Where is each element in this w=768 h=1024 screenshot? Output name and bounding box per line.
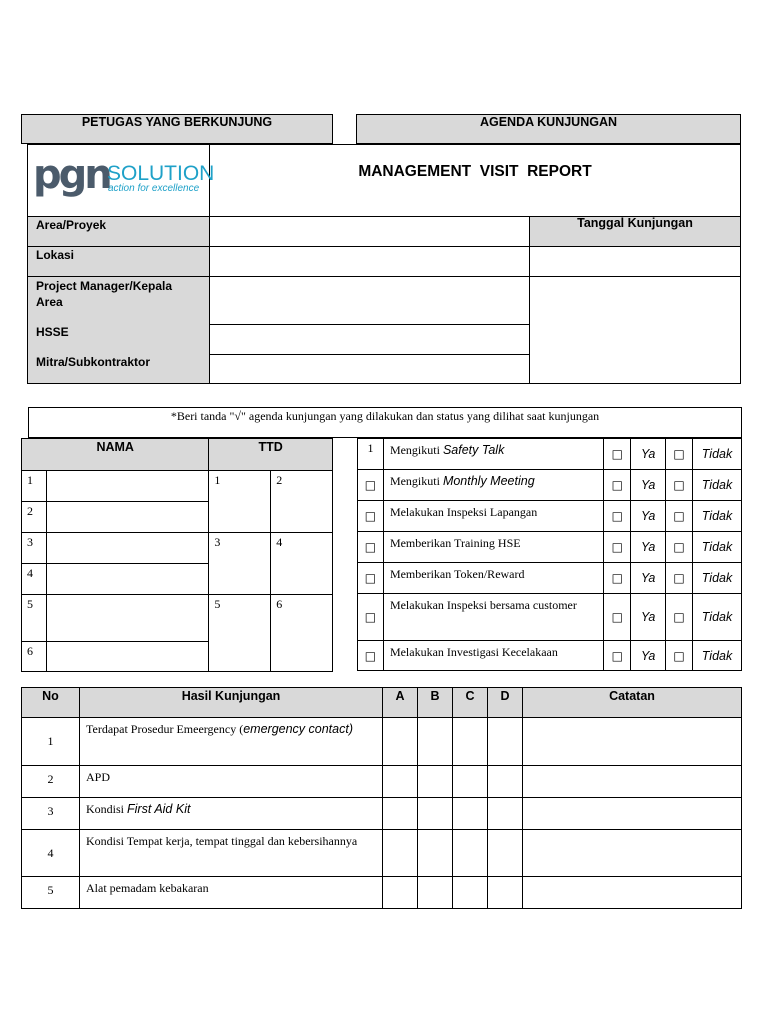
agenda-row bbox=[358, 439, 742, 470]
agenda-text bbox=[383, 439, 603, 470]
label-lokasi: Lokasi bbox=[36, 248, 75, 262]
result-number: 5 bbox=[22, 877, 80, 909]
agenda-checkbox[interactable]: □ bbox=[358, 563, 384, 594]
result-c-field[interactable] bbox=[453, 830, 488, 877]
ttd-field-5[interactable] bbox=[209, 595, 271, 672]
agenda-text-plain: Melakukan Inspeksi bersama customer bbox=[389, 598, 577, 612]
ttd-field-2[interactable] bbox=[271, 471, 333, 533]
tidak-checkbox[interactable]: □ bbox=[666, 594, 693, 641]
result-b-field[interactable] bbox=[418, 798, 453, 830]
label-pm bbox=[22, 277, 172, 310]
a-header: A bbox=[383, 688, 418, 718]
result-text-italic: emergency contact bbox=[243, 722, 349, 736]
lokasi-field[interactable] bbox=[210, 247, 529, 276]
agenda-text-italic: Safety Talk bbox=[442, 443, 505, 457]
ya-checkbox[interactable]: □ bbox=[604, 470, 631, 501]
ttd-label: TTD bbox=[258, 440, 283, 454]
result-text-plain: APD bbox=[86, 770, 111, 784]
row-num: 3 bbox=[22, 533, 47, 564]
result-catatan-field[interactable] bbox=[523, 877, 742, 909]
ya-checkbox[interactable]: □ bbox=[604, 563, 631, 594]
agenda-checkbox[interactable]: □ bbox=[358, 641, 384, 671]
petugas-label: PETUGAS YANG BERKUNJUNG bbox=[81, 115, 273, 129]
label-pm-line2: Area bbox=[36, 295, 63, 309]
d-header: D bbox=[488, 688, 523, 718]
b-header: B bbox=[418, 688, 453, 718]
nama-field-4[interactable] bbox=[46, 564, 208, 595]
agenda-text-plain: Melakukan Investigasi Kecelakaan bbox=[389, 645, 558, 659]
ttd-field-4[interactable] bbox=[271, 533, 333, 595]
result-text-italic: First Aid Kit bbox=[127, 802, 191, 816]
ya-checkbox[interactable]: □ bbox=[604, 641, 631, 671]
c-header: C bbox=[453, 688, 488, 718]
pm-field[interactable] bbox=[210, 277, 529, 324]
label-mitra: Mitra/Subkontraktor bbox=[36, 355, 151, 369]
result-d-field[interactable] bbox=[488, 877, 523, 909]
ya-checkbox[interactable]: □ bbox=[604, 501, 631, 532]
logo-tagline: action for excellence bbox=[108, 183, 200, 194]
result-a-field[interactable] bbox=[383, 830, 418, 877]
nama-header bbox=[22, 439, 209, 471]
agenda-text-plain: Mengikuti bbox=[389, 474, 443, 488]
agenda-text bbox=[383, 501, 603, 532]
result-a-field[interactable] bbox=[383, 798, 418, 830]
results-table bbox=[21, 687, 742, 909]
agenda-text bbox=[383, 470, 603, 501]
tidak-label: Tidak bbox=[693, 439, 742, 470]
result-text-plain: Alat pemadam kebakaran bbox=[86, 881, 209, 895]
result-c-field[interactable] bbox=[453, 877, 488, 909]
hsse-field[interactable] bbox=[210, 325, 529, 354]
agenda-header bbox=[356, 114, 741, 144]
agenda-text-plain: Melakukan Inspeksi Lapangan bbox=[389, 505, 538, 519]
nama-field-6[interactable] bbox=[46, 642, 208, 672]
result-d-field[interactable] bbox=[488, 766, 523, 798]
agenda-checkbox[interactable]: □ bbox=[358, 594, 384, 641]
agenda-checkbox[interactable]: □ bbox=[358, 532, 384, 563]
agenda-text-italic: Monthly Meeting bbox=[442, 474, 535, 488]
result-a-field[interactable] bbox=[383, 766, 418, 798]
row-num: 5 bbox=[22, 595, 47, 642]
result-row bbox=[22, 766, 742, 798]
result-text-plain: Kondisi Tempat kerja, tempat tinggal dan kebersihannya bbox=[86, 834, 358, 848]
ya-checkbox[interactable]: □ bbox=[604, 594, 631, 641]
row-num: 4 bbox=[22, 564, 47, 595]
tidak-label: Tidak bbox=[693, 501, 742, 532]
row-num: 1 bbox=[22, 471, 47, 502]
instruction-box bbox=[28, 407, 742, 438]
tidak-label: Tidak bbox=[693, 470, 742, 501]
instruction-text: *Beri tanda "√" agenda kunjungan yang dilakukan dan status yang dilihat saat kunjungan bbox=[170, 409, 600, 423]
agenda-table bbox=[357, 438, 742, 671]
result-c-field[interactable] bbox=[453, 798, 488, 830]
label-hsse: HSSE bbox=[36, 325, 69, 339]
label-pm-line1: Project Manager/Kepala bbox=[36, 279, 173, 293]
agenda-text bbox=[383, 532, 603, 563]
attendance-table bbox=[21, 438, 333, 672]
agenda-checkbox[interactable]: □ bbox=[358, 470, 384, 501]
result-catatan-field[interactable] bbox=[523, 718, 742, 766]
label-area: Area/Proyek bbox=[36, 218, 107, 232]
catatan-header: Catatan bbox=[523, 688, 742, 718]
agenda-text-plain: Memberikan Token/Reward bbox=[389, 567, 525, 581]
ya-checkbox[interactable]: □ bbox=[604, 532, 631, 563]
nama-field-5[interactable] bbox=[46, 595, 208, 642]
result-a-field[interactable] bbox=[383, 877, 418, 909]
ya-label: Ya bbox=[631, 501, 666, 532]
result-b-field[interactable] bbox=[418, 830, 453, 877]
label-tanggal: Tanggal Kunjungan bbox=[577, 216, 693, 230]
agenda-row bbox=[358, 563, 742, 594]
result-text bbox=[80, 718, 383, 766]
ya-label: Ya bbox=[631, 563, 666, 594]
no-header: No bbox=[22, 688, 80, 718]
result-d-field[interactable] bbox=[488, 798, 523, 830]
result-c-field[interactable] bbox=[453, 718, 488, 766]
tidak-checkbox[interactable]: □ bbox=[666, 470, 693, 501]
result-catatan-field[interactable] bbox=[523, 830, 742, 877]
result-row bbox=[22, 718, 742, 766]
agenda-row bbox=[358, 470, 742, 501]
row-num: 6 bbox=[22, 642, 47, 672]
agenda-text-plain: Memberikan Training HSE bbox=[389, 536, 521, 550]
ttd-num: 2 bbox=[276, 473, 283, 487]
tidak-label: Tidak bbox=[693, 641, 742, 671]
result-catatan-field[interactable] bbox=[523, 766, 742, 798]
result-c-field[interactable] bbox=[453, 766, 488, 798]
tidak-label: Tidak bbox=[693, 594, 742, 641]
tanggal-field[interactable] bbox=[530, 247, 740, 383]
ya-label: Ya bbox=[631, 439, 666, 470]
mitra-field[interactable] bbox=[210, 355, 529, 383]
nama-field-1[interactable] bbox=[46, 471, 208, 502]
result-text bbox=[80, 830, 383, 877]
ya-checkbox[interactable]: □ bbox=[604, 439, 631, 470]
result-row bbox=[22, 877, 742, 909]
agenda-checkbox[interactable]: □ bbox=[358, 501, 384, 532]
result-text-after: ) bbox=[348, 722, 353, 736]
nama-label: NAMA bbox=[96, 440, 134, 454]
result-text-plain: Kondisi bbox=[86, 802, 128, 816]
tidak-checkbox[interactable]: □ bbox=[666, 532, 693, 563]
ttd-num: 3 bbox=[214, 535, 221, 549]
result-text bbox=[80, 877, 383, 909]
tidak-checkbox[interactable]: □ bbox=[666, 501, 693, 532]
result-number: 3 bbox=[22, 798, 80, 830]
result-b-field[interactable] bbox=[418, 877, 453, 909]
result-a-field[interactable] bbox=[383, 718, 418, 766]
ya-label: Ya bbox=[631, 641, 666, 671]
tidak-checkbox[interactable]: □ bbox=[666, 563, 693, 594]
logo-pgn-text: pgn bbox=[33, 152, 110, 198]
result-catatan-field[interactable] bbox=[523, 798, 742, 830]
agenda-text bbox=[383, 594, 603, 641]
nama-field-3[interactable] bbox=[46, 533, 208, 564]
ttd-num: 4 bbox=[276, 535, 283, 549]
hasil-header: Hasil Kunjungan bbox=[80, 688, 383, 718]
result-row bbox=[22, 798, 742, 830]
result-b-field[interactable] bbox=[418, 766, 453, 798]
agenda-number: 1 bbox=[358, 439, 384, 470]
agenda-text bbox=[383, 641, 603, 671]
ya-label: Ya bbox=[631, 594, 666, 641]
ttd-field-3[interactable] bbox=[209, 533, 271, 595]
agenda-text bbox=[383, 563, 603, 594]
result-number: 4 bbox=[22, 830, 80, 877]
petugas-header bbox=[21, 114, 333, 144]
ttd-num: 6 bbox=[276, 597, 283, 611]
tidak-checkbox[interactable]: □ bbox=[666, 641, 693, 671]
row-num: 2 bbox=[22, 502, 47, 533]
result-text bbox=[80, 766, 383, 798]
pgn-logo bbox=[33, 152, 215, 206]
nama-field-2[interactable] bbox=[46, 502, 208, 533]
result-text bbox=[80, 798, 383, 830]
logo-solution-text: SOLUTION bbox=[107, 162, 215, 185]
agenda-text-plain: Mengikuti bbox=[389, 443, 443, 457]
result-d-field[interactable] bbox=[488, 718, 523, 766]
result-d-field[interactable] bbox=[488, 830, 523, 877]
result-row bbox=[22, 830, 742, 877]
tidak-label: Tidak bbox=[693, 563, 742, 594]
agenda-row bbox=[358, 641, 742, 671]
result-text-plain: Terdapat Prosedur Emeergency ( bbox=[86, 722, 244, 736]
ttd-field-6[interactable] bbox=[271, 595, 333, 672]
result-number: 1 bbox=[22, 718, 80, 766]
tidak-label: Tidak bbox=[693, 532, 742, 563]
agenda-row bbox=[358, 532, 742, 563]
agenda-label: AGENDA KUNJUNGAN bbox=[479, 115, 618, 129]
ya-label: Ya bbox=[631, 532, 666, 563]
agenda-row bbox=[358, 594, 742, 641]
ttd-field-1[interactable] bbox=[209, 471, 271, 533]
result-b-field[interactable] bbox=[418, 718, 453, 766]
ya-label: Ya bbox=[631, 470, 666, 501]
ttd-header bbox=[209, 439, 333, 471]
tidak-checkbox[interactable]: □ bbox=[666, 439, 693, 470]
agenda-row bbox=[358, 501, 742, 532]
area-field[interactable] bbox=[210, 217, 529, 246]
ttd-num: 1 bbox=[214, 473, 221, 487]
report-title: MANAGEMENT VISIT REPORT bbox=[358, 163, 592, 180]
ttd-num: 5 bbox=[214, 597, 221, 611]
result-number: 2 bbox=[22, 766, 80, 798]
